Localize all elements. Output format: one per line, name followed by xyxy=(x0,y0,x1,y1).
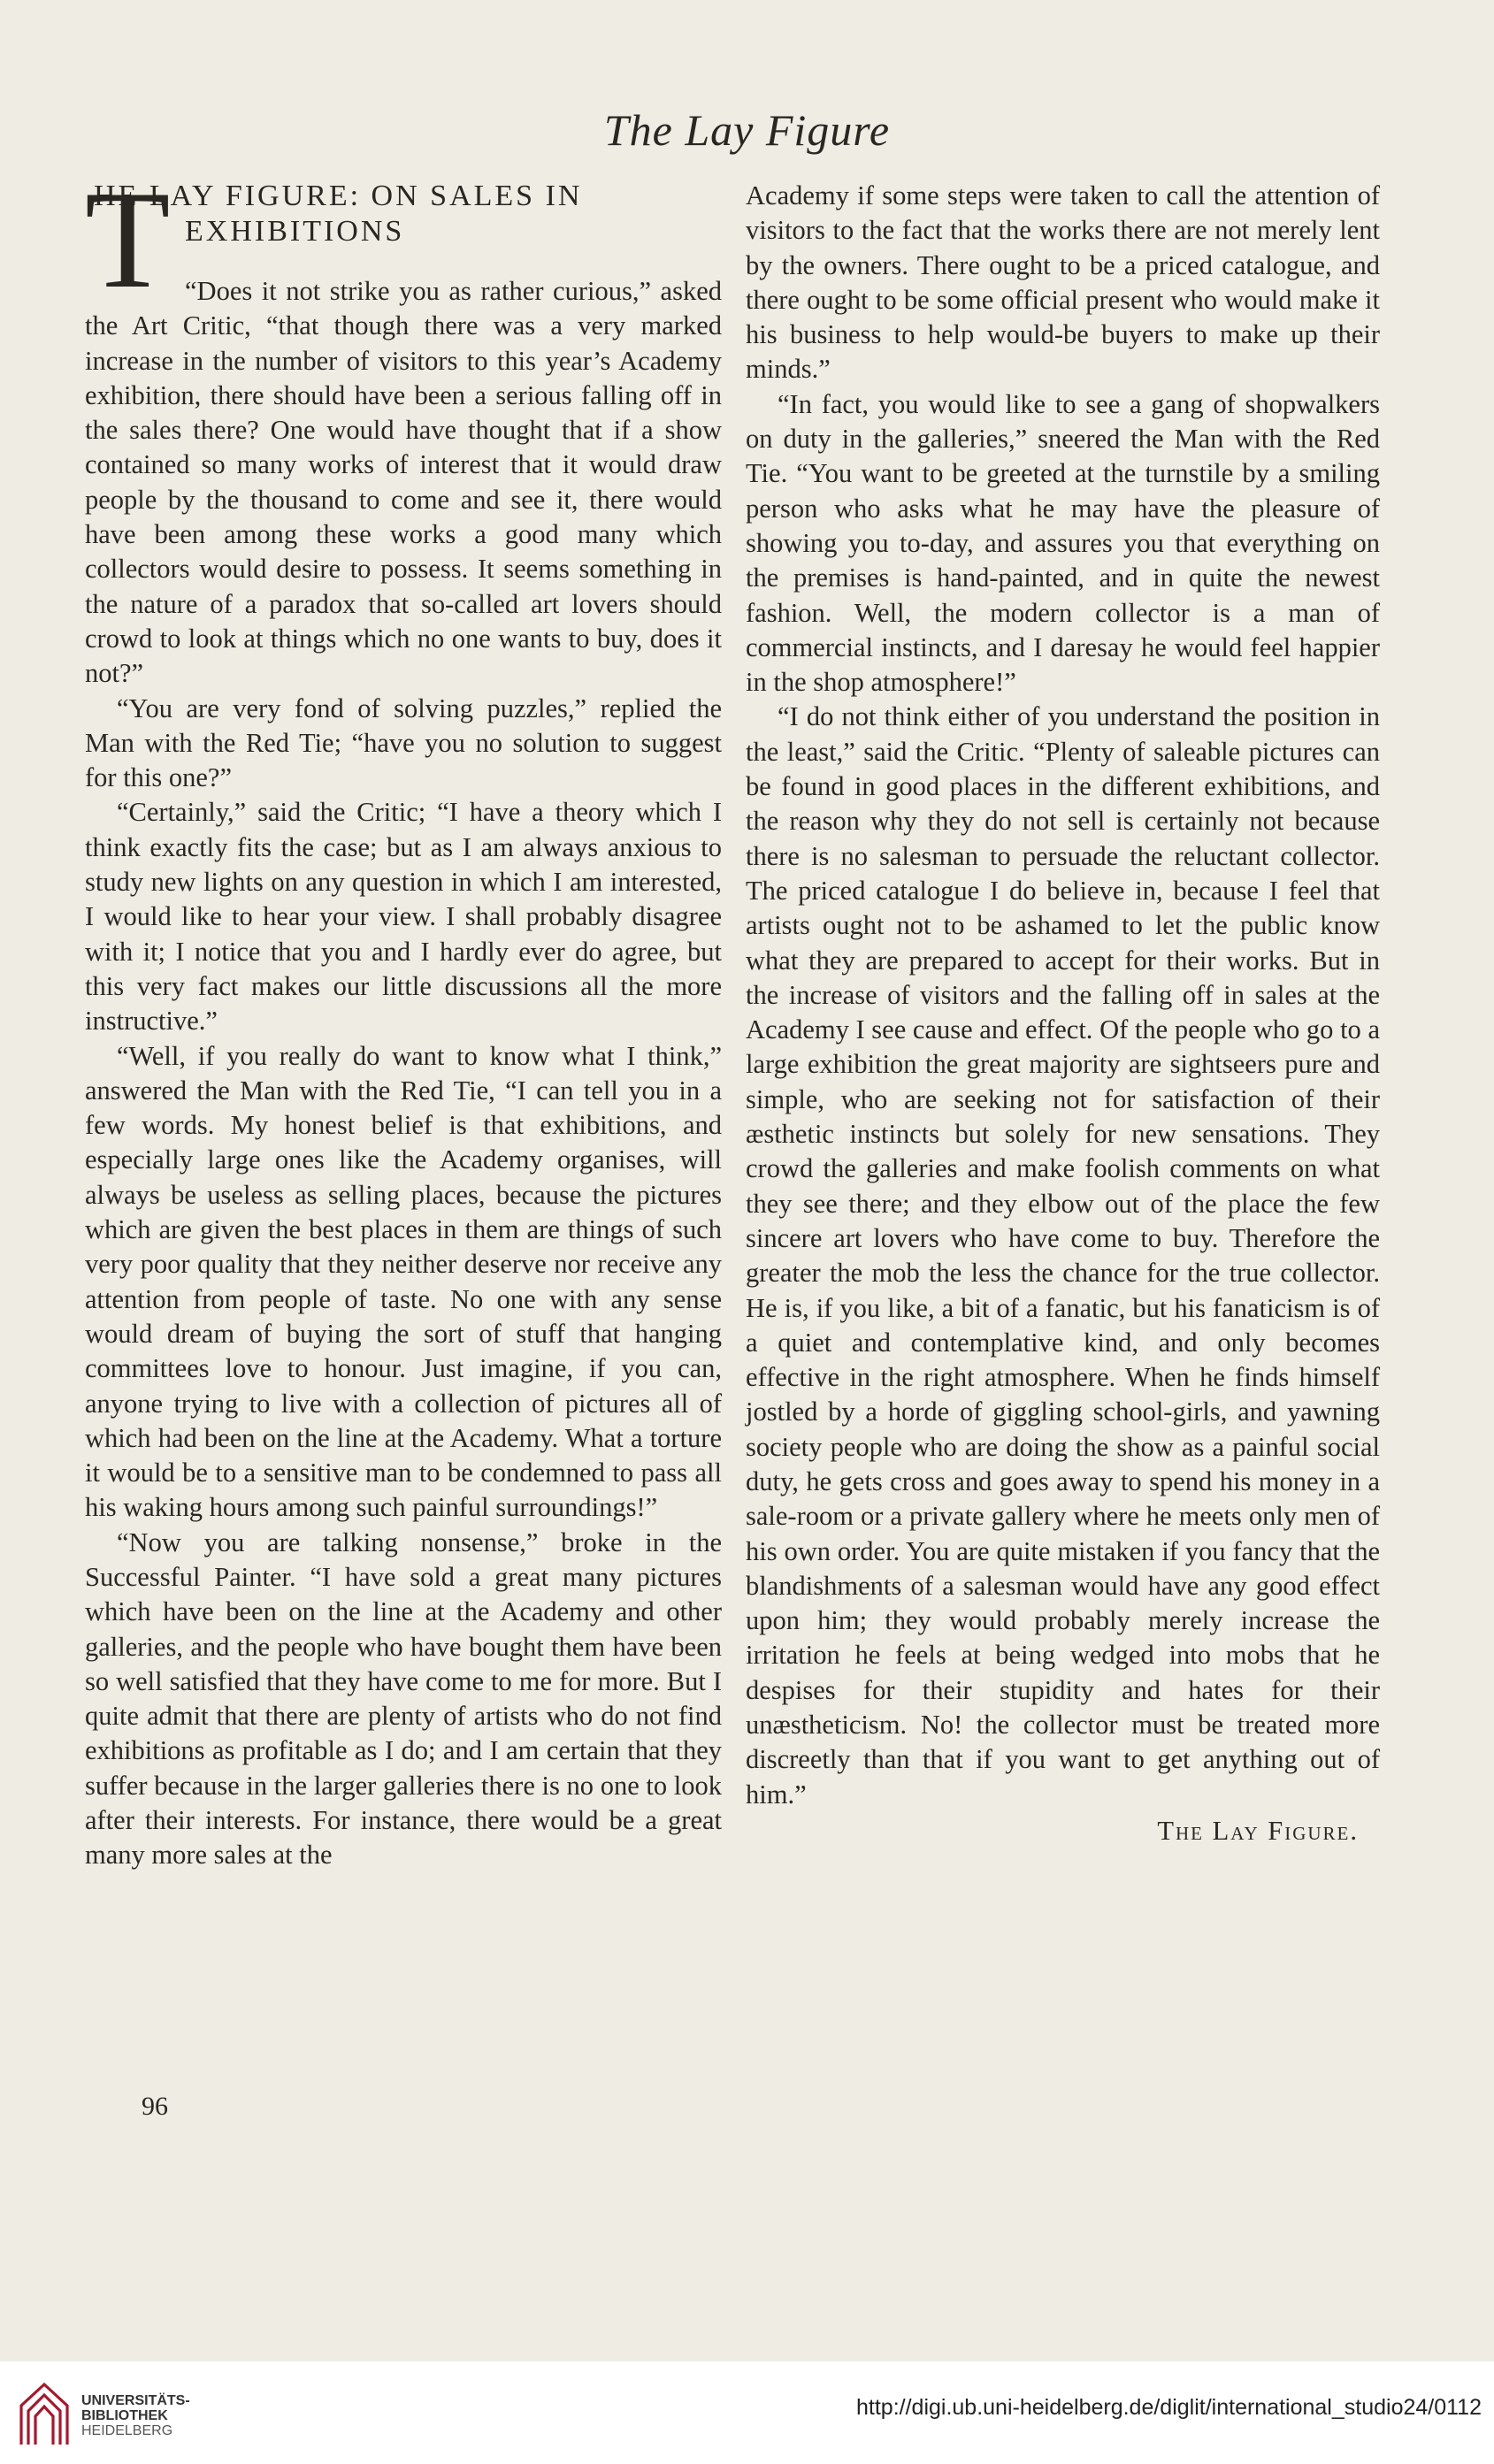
paragraph: “You are very fond of solving puzzles,” replied the Man with the Red Tie; “have you no solution to suggest for this one?” xyxy=(85,693,722,793)
left-column xyxy=(85,163,722,1873)
library-name-line2: BIBLIOTHEK xyxy=(81,2408,168,2423)
running-header: The Lay Figure xyxy=(603,105,891,155)
paragraph: “In fact, you would like to see a gang of shopwalkers on duty in the galleries,” sneered the Man with the Red Tie. “You want to be greeted at the turnstile by a smiling person who asks what he may have the pleasure of showing you to-day, and assures you that everything on the premises is hand-painted, and in quite the newest fashion. Well, the modern collector is a man of commercial instincts, and I daresay he would feel happier in the shop atmosphere!” xyxy=(746,388,1380,698)
right-column xyxy=(746,179,1380,1848)
footer-bar xyxy=(0,2361,1494,2464)
paragraph: “Well, if you really do want to know what I think,” answered the Man with the Red Tie, “I can tell you in a few words. My honest belief is that exhibitions, and especially large ones like the Academy organises, will always be useless as selling places, because the pictures which are given the best places in them are things of such very poor quality that they neither deserve nor receive any attention from people of taste. No one with any sense would dream of buying the sort of stuff that hanging committees love to honour. Just imagine, if you can, anyone trying to live with a collection of pictures all of which had been on the line at the Academy. What a torture it would be to a sensitive man to be condemned to pass all his waking hours among such painful surroundings!” xyxy=(85,1040,722,1523)
library-name xyxy=(81,2393,190,2438)
source-url-link[interactable]: http://digi.ub.uni-heidelberg.de/diglit/international_studio24/0112 xyxy=(856,2395,1482,2420)
paragraph: “Does it not strike you as rather curious,” asked the Art Critic, “that though there was a very marked increase in the number of visitors to this year’s Academy exhibition, there should have been a serious falling off in the sales there? One would have thought that if a show contained so many works of interest that it would draw people by the thousand to come and see it, there would have been among these works a good many which collectors would desire to possess. It seems something in the nature of a paradox that so-called art lovers should crowd to look at things which no one wants to buy, does it not?” xyxy=(85,276,722,689)
library-name-line1: UNIVERSITÄTS- xyxy=(81,2393,190,2408)
article-title-text: HE LAY FIGURE: ON SALES IN EXHIBITIONS xyxy=(94,180,583,248)
signature: The Lay Figure. xyxy=(1157,1815,1359,1846)
page-number: 96 xyxy=(142,2092,168,2121)
library-logo-icon xyxy=(16,2379,73,2450)
article-title: T HE LAY FIGURE: ON SALES IN EXHIBITIONS xyxy=(85,163,583,318)
paragraph: “Now you are talking nonsense,” broke in the Successful Painter. “I have sold a great many pictures which have been on the line at the Academy and other galleries, and the people who have bought them have been so well satisfied that they have come to me for more. But I quite admit that there are plenty of artists who do not find exhibitions as profitable as I do; and I am certain that they suffer because in the larger galleries there is no one to look after their interests. For instance, there would be a great many more sales at the xyxy=(85,1527,722,1871)
paragraph: “I do not think either of you understand the position in the least,” said the Critic. “Plenty of saleable pictures can be found in good places in the different exhibitions, and the reason why they do not sell is certainly not because there is no salesman to persuade the reluctant collector. The priced catalogue I do believe in, because I feel that artists ought not to be ashamed to let the public know what they are prepared to accept for their works. But in the increase of visitors and the falling off in sales at the Academy I see cause and effect. Of the people who go to a large exhibition the great majority are sightseers pure and simple, who are seeking not for satisfaction of their æsthetic instincts but solely for new sensations. They crowd the galleries and make foolish comments on what they see there; and they elbow out of the place the few sincere art lovers who have come to buy. Therefore the greater the mob the less the chance for the true collector. He is, if you like, a bit of a fanatic, but his fanaticism is of a quiet and contemplative kind, and only becomes effective in the right atmosphere. When he finds himself jostled by a horde of giggling school-girls, and yawning society people who are doing the show as a painful social duty, he gets cross and goes away to spend his money in a sale-room or a private gallery where he meets only men of his own order. You are quite mistaken if you fancy that the blandishments of a salesman would have any good effect upon him; they would probably merely increase the irritation he feels at being wedged into mobs that he despises for their stupidity and hates for their unæstheticism. No! the collector must be treated more discreetly than that if you want to get anything out of him.” xyxy=(746,701,1380,1810)
paragraph: “Certainly,” said the Critic; “I have a theory which I think exactly fits the case; but as I am always anxious to study new lights on any question in which I am interested, I would like to hear your view. I shall probably disagree with it; I notice that you and I hardly ever do agree, but this very fact makes our little discussions all the more instructive.” xyxy=(85,797,722,1037)
library-name-line3: HEIDELBERG xyxy=(81,2423,173,2438)
paragraph: Academy if some steps were taken to call the attention of visitors to the fact that the works there are not merely lent by the owners. There ought to be a priced catalogue, and there ought to be some official present who would make it his business to help would-be buyers to make up their minds.” xyxy=(746,180,1380,385)
